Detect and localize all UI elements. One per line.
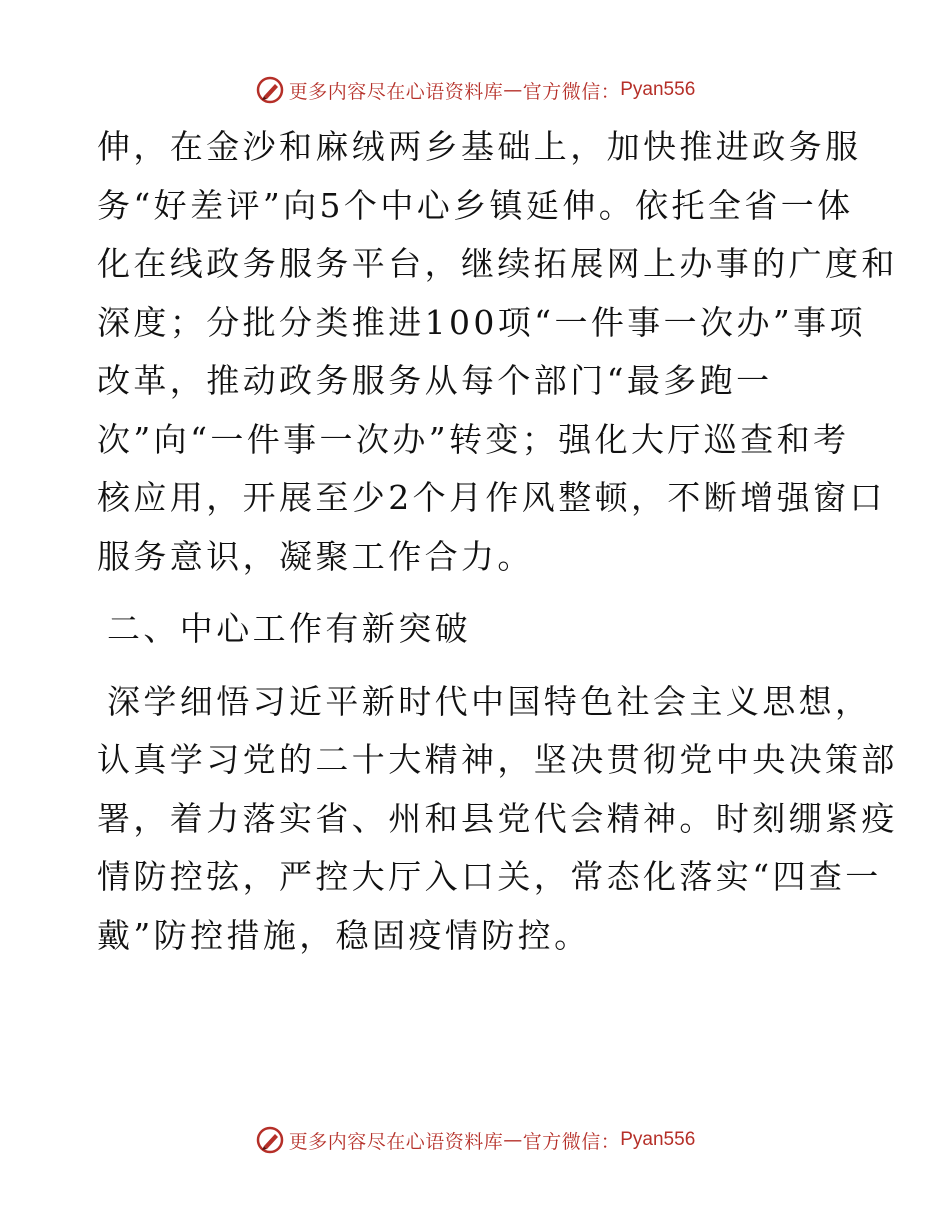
text-line: 改革，推动政务服务从每个部门“最多跑一 [97, 361, 773, 400]
watermark-wechat-label: 官方微信： [522, 80, 621, 103]
footer-watermark [0, 1120, 950, 1160]
paragraph-1 [97, 118, 898, 586]
text-line: 务“好差评”向5个中心乡镇延伸。依托全省一体 [97, 185, 854, 225]
text-line: 次”向“一件事一次办”转变；强化大厅巡查和考 [97, 419, 850, 459]
watermark-text: 更多内容尽在心语资料库 [288, 1130, 504, 1153]
header-watermark [0, 70, 950, 110]
text-line: 化在线政务服务平台，继续拓展网上办事的广度和 [97, 244, 898, 283]
text-line: 认真学习党的二十大精神，坚决贯彻党中央决策部 [97, 740, 898, 779]
text-line: 戴”防控措施，稳固疫情防控。 [97, 915, 591, 955]
watermark-text: 更多内容尽在心语资料库 [288, 80, 504, 103]
watermark-wechat-id: Pyan556 [620, 79, 696, 100]
text-line: 署，着力落实省、州和县党代会精神。时刻绷紧疫 [97, 798, 898, 838]
text-line: 服务意识，凝聚工作合力。 [97, 536, 534, 576]
section-heading: 二、中心工作有新突破 [107, 609, 471, 648]
text-line: 伸，在金沙和麻绒两乡基础上，加快推进政务服 [97, 127, 862, 166]
document-body [97, 118, 898, 965]
pen-logo-icon [255, 1125, 285, 1155]
watermark-wechat-id: Pyan556 [620, 1129, 696, 1150]
watermark-dash: — [503, 79, 523, 101]
watermark-wechat-label: 官方微信： [522, 1130, 621, 1153]
text-line: 深学细悟习近平新时代中国特色社会主义思想， [107, 681, 872, 721]
pen-logo-icon [255, 75, 285, 105]
watermark-dash: — [503, 1129, 523, 1151]
text-line: 深度；分批分类推进100项“一件事一次办”事项 [97, 302, 866, 342]
text-line: 核应用，开展至少2个月作风整顿，不断增强窗口 [97, 478, 886, 517]
paragraph-2 [97, 673, 898, 966]
text-line: 情防控弦，严控大厅入口关，常态化落实“四查一 [97, 857, 882, 896]
